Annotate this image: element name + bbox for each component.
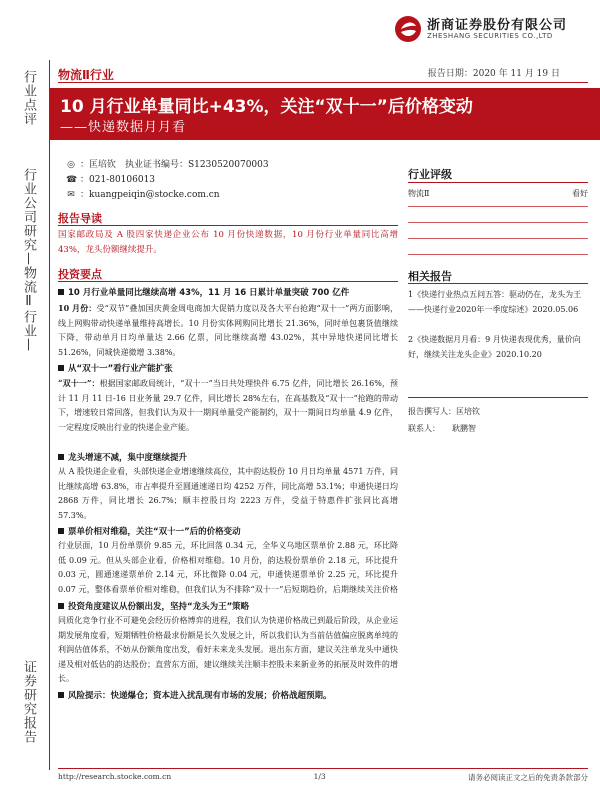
analyst-info	[66, 158, 269, 203]
related-grid-line	[408, 397, 588, 398]
bullet-1-text: 10 月份：受“双节”叠加国庆黄金周电商加大促销力度以及各大平台抢跑“双十一”两方面影响，线上网购带动快递单量维持高增长。10 月份实体网购同比增长 21.36%，同时单包裹货值继续下降，带动单月日均单量达 2.66 亿票，同比继续高增 43.02%，其中异地快递同比增长 51.26%，同城快递微增 3.38%。	[58, 303, 398, 357]
bullet-2-title: 从“双十一”看行业产能扩张	[58, 362, 398, 374]
title-banner	[50, 88, 600, 140]
company-logo	[393, 12, 593, 48]
rating-grid-line	[408, 222, 588, 223]
analyst-phone: ：021-80106013	[80, 175, 156, 185]
bullet-3-title: 龙头增速不减，集中度继续提升	[58, 451, 398, 463]
phone-icon: ☎	[66, 175, 78, 185]
rating-grid-line	[408, 238, 588, 239]
bullet-1-title: 10 月行业单量同比继续高增 43%，11 月 16 日累计单量突破 700 亿件	[58, 286, 398, 298]
footer-divider	[58, 768, 588, 769]
industry-category: 物流Ⅱ行业	[58, 68, 114, 82]
rating-divider	[408, 182, 588, 183]
page-number: 1/3	[313, 772, 326, 781]
guide-text: 国家邮政局及 A 股四家快递企业公布 10 月份快递数据，10 月份行业单量同比高增 43%，龙头份额继续提升。	[58, 230, 398, 255]
report-contact: 联系人： 耿鹏智	[408, 424, 476, 433]
related-divider	[408, 283, 588, 284]
rating-grid-line	[408, 206, 588, 207]
rating-industry: 物流Ⅱ	[408, 189, 430, 198]
rating-value: 看好	[572, 189, 588, 198]
report-subtitle: ——快递数据月月看	[60, 120, 187, 135]
analyst-phone-row	[66, 173, 269, 188]
report-writer: 报告撰写人：匡培钦	[408, 407, 480, 416]
rating-grid-line	[408, 254, 588, 255]
mail-icon: ✉	[67, 190, 75, 200]
analyst-email-row	[66, 188, 269, 203]
analyst-name-row	[66, 158, 269, 173]
rating-row	[408, 188, 588, 199]
related-report-2[interactable]: 2《快递数据月月看：9 月快递表现优秀，量价向好，继续关注龙头企业》2020.10.20	[408, 335, 581, 359]
bullet-square-icon	[58, 603, 64, 609]
guide-divider	[58, 225, 398, 226]
footer	[58, 772, 588, 783]
person-icon: ◎	[67, 160, 75, 170]
bullet-square-icon	[58, 528, 64, 534]
company-name-cn: 浙商证券股份有限公司	[427, 18, 568, 33]
side-label-top: 行业点评	[21, 70, 36, 126]
bullet-square-icon	[58, 692, 64, 698]
bullet-square-icon	[58, 289, 64, 295]
side-label-bottom: 证券研究报告	[21, 660, 36, 744]
side-label-middle: 行业公司研究—物流Ⅱ行业—	[21, 168, 36, 352]
footer-disclaimer: 请务必阅读正文之后的免责条款部分	[467, 773, 588, 782]
company-name-en: ZHESHANG SECURITIES CO.,LTD	[427, 32, 553, 40]
points-divider	[58, 281, 398, 282]
bullet-5-title: 投资角度建议从份额出发，坚持“龙头为王”策略	[58, 600, 398, 612]
analyst-email[interactable]: ：kuangpeiqin@stocke.com.cn	[80, 190, 220, 200]
report-title: 10 月行业单量同比+43%，关注“双十一”后价格变动	[60, 97, 473, 117]
report-date: 报告日期：2020 年 11 月 19 日	[427, 69, 560, 79]
header-divider	[58, 82, 588, 83]
guide-heading: 报告导读	[58, 212, 102, 225]
analyst-name: ：匡培钦 执业证书编号：S1230520070003	[80, 160, 269, 170]
footer-url[interactable]: http://research.stocke.com.cn	[58, 772, 172, 781]
bullet-5-text: 同质化竞争行业不可避免会经历价格博弈的进程，我们认为快递价格战已到最后阶段，从企业运期发展角度看，短期牺牲价格最求份额是长久发展之计，所以我们认为当前估值偏应脱离单纯的利润估值体系，不妨从份额角度出发，看好未来龙头发展。退出东方面，建议关注单龙头中通快递及相对低估的韵达股份；直营东方面，建议继续关注顺丰控股未来新业务的拓展及时效件的增长。	[58, 616, 398, 683]
bullet-3-text: 从 A 股快递企业看，头部快递企业增速继续高位，其中韵达股份 10 月日均单量 4571 万件，同比继续高增 63.8%，市占率提升至圆通速递日均 4252 万件，同比高增 53.1%；申通快递日均 2868 万件，同比增长 26.7%；顺丰控股日均 2223 万件，受益于特惠件扩张同比高增 57.3%。	[58, 467, 398, 520]
company-logo-icon	[393, 14, 423, 44]
bullet-4-text: 行业层面，10 月份单票价 9.85 元，环比回落 0.34 元，全华义乌地区票单价 2.88 元，环比降低 0.09 元。但从头部企业看，价格相对维稳。10 月份，韵达股份票单价 2.18 元，环比提升 0.03 元，圆通速递票单价 2.14 元，环比微降 0.04 元，申通快递票单价 2.25 元，环比提升 0.07 元，整体看票单价相对维稳，但我们认为不排除“双十一”后短期趋价，后期继续关注价格	[58, 541, 398, 594]
bullet-square-icon	[58, 454, 64, 460]
bullet-square-icon	[58, 365, 64, 371]
bullet-2-text: “双十一”：根据国家邮政局统计，“双十一”当日共处理快件 6.75 亿件，同比增长 26.16%，预计 11 月 11 日-16 日业务量 29.7 亿件，同比增长 28%左右，在高基数及“双十一”抢跑的带动下，增速较日常回落，但我们认为双十一期间单量受产能制约，双十一期间日均单量 4.9 亿件，一定程度反映出行业的快递企业产能。	[58, 378, 398, 432]
related-report-1[interactable]: 1《快递行业热点五问五答：驱动仍在，龙头为王——快递行业2020年一季度综述》2020.05.06	[408, 290, 582, 314]
left-divider	[49, 60, 50, 770]
points-heading: 投资要点	[58, 268, 102, 281]
rating-heading: 行业评级	[408, 168, 452, 181]
bullet-4-title: 票单价相对维稳，关注“双十一”后的价格变动	[58, 525, 398, 537]
bullet-6-title: 风险提示：快递爆仓；资本进入扰乱现有市场的发展；价格战超预期。	[58, 689, 398, 701]
related-heading: 相关报告	[408, 270, 452, 283]
